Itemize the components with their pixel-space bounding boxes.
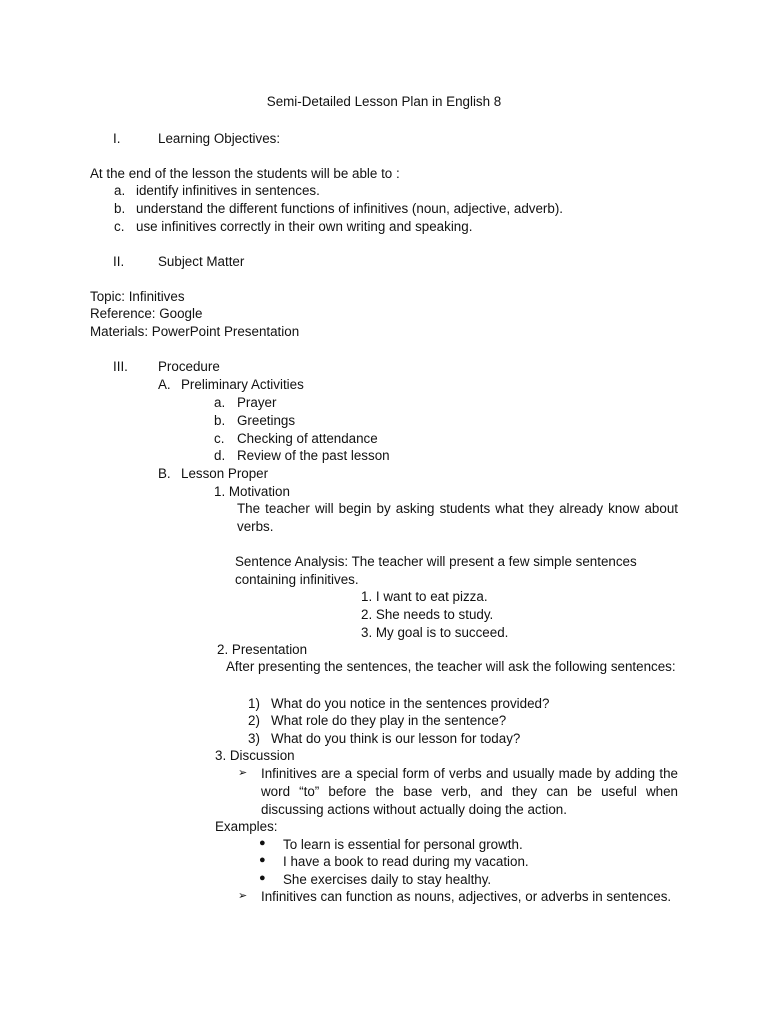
discussion-label: 3. Discussion (215, 748, 295, 763)
section-3-heading: Procedure (158, 359, 220, 374)
bullet-icon: ● (259, 837, 266, 849)
question-text: What role do they play in the sentence? (271, 713, 507, 728)
example-item: She exercises daily to stay healthy. (283, 872, 492, 887)
objective-marker: a. (114, 183, 126, 198)
section-2-number: II. (113, 254, 125, 269)
topic-line: Topic: Infinitives (90, 289, 185, 304)
activity-text: Prayer (237, 395, 277, 410)
subsection-a-marker: A. (158, 377, 171, 392)
activity-text: Review of the past lesson (237, 448, 390, 463)
activity-marker: c. (214, 431, 225, 446)
discussion-point: Infinitives are a special form of verbs and usually made by adding the word “to” before the base verb, and they can be useful when discussing actions without actually doing the action. (261, 766, 678, 817)
motivation-paragraph: The teacher will begin by asking students what they already know about verbs. (237, 501, 678, 534)
motivation-label: 1. Motivation (214, 484, 290, 499)
subsection-b-marker: B. (158, 466, 171, 481)
section-1-number: I. (113, 131, 121, 146)
activity-marker: d. (214, 448, 226, 463)
document-title: Semi-Detailed Lesson Plan in English 8 (266, 94, 502, 109)
subsection-a-label: Preliminary Activities (181, 377, 304, 392)
objective-marker: c. (114, 219, 125, 234)
reference-line: Reference: Google (90, 306, 203, 321)
example-sentence: 1. I want to eat pizza. (361, 589, 488, 604)
activity-text: Greetings (237, 413, 296, 428)
bullet-icon: ● (259, 872, 266, 884)
objectives-intro: At the end of the lesson the students will be able to : (90, 166, 400, 181)
question-text: What do you think is our lesson for today? (271, 731, 521, 746)
sentence-analysis-paragraph: Sentence Analysis: The teacher will present a few simple sentences containing infinitives. (235, 554, 637, 587)
objective-text: identify infinitives in sentences. (136, 183, 320, 198)
bullet-icon: ● (259, 854, 266, 866)
section-3-number: III. (113, 359, 128, 374)
materials-line: Materials: PowerPoint Presentation (90, 324, 300, 339)
example-sentence: 2. She needs to study. (361, 607, 494, 622)
arrow-bullet-icon: ➢ (238, 890, 248, 902)
question-marker: 2) (248, 713, 260, 728)
arrow-bullet-icon: ➢ (238, 767, 248, 779)
example-item: I have a book to read during my vacation. (283, 854, 529, 869)
objective-text: use infinitives correctly in their own writing and speaking. (136, 219, 473, 234)
subsection-b-label: Lesson Proper (181, 466, 269, 481)
question-marker: 3) (248, 731, 260, 746)
objective-marker: b. (114, 201, 126, 216)
discussion-point: Infinitives can function as nouns, adjectives, or adverbs in sentences. (261, 889, 672, 904)
examples-label: Examples: (215, 819, 278, 834)
objective-text: understand the different functions of infinitives (noun, adjective, adverb). (136, 201, 564, 216)
section-2-heading: Subject Matter (158, 254, 245, 269)
question-text: What do you notice in the sentences provided? (271, 696, 550, 711)
example-sentence: 3. My goal is to succeed. (361, 625, 509, 640)
section-1-heading: Learning Objectives: (158, 131, 281, 146)
activity-marker: b. (214, 413, 226, 428)
question-marker: 1) (248, 696, 260, 711)
activity-marker: a. (214, 395, 226, 410)
activity-text: Checking of attendance (237, 431, 378, 446)
presentation-paragraph: After presenting the sentences, the teacher will ask the following sentences: (226, 659, 676, 674)
example-item: To learn is essential for personal growth. (283, 837, 523, 852)
presentation-label: 2. Presentation (217, 642, 308, 657)
